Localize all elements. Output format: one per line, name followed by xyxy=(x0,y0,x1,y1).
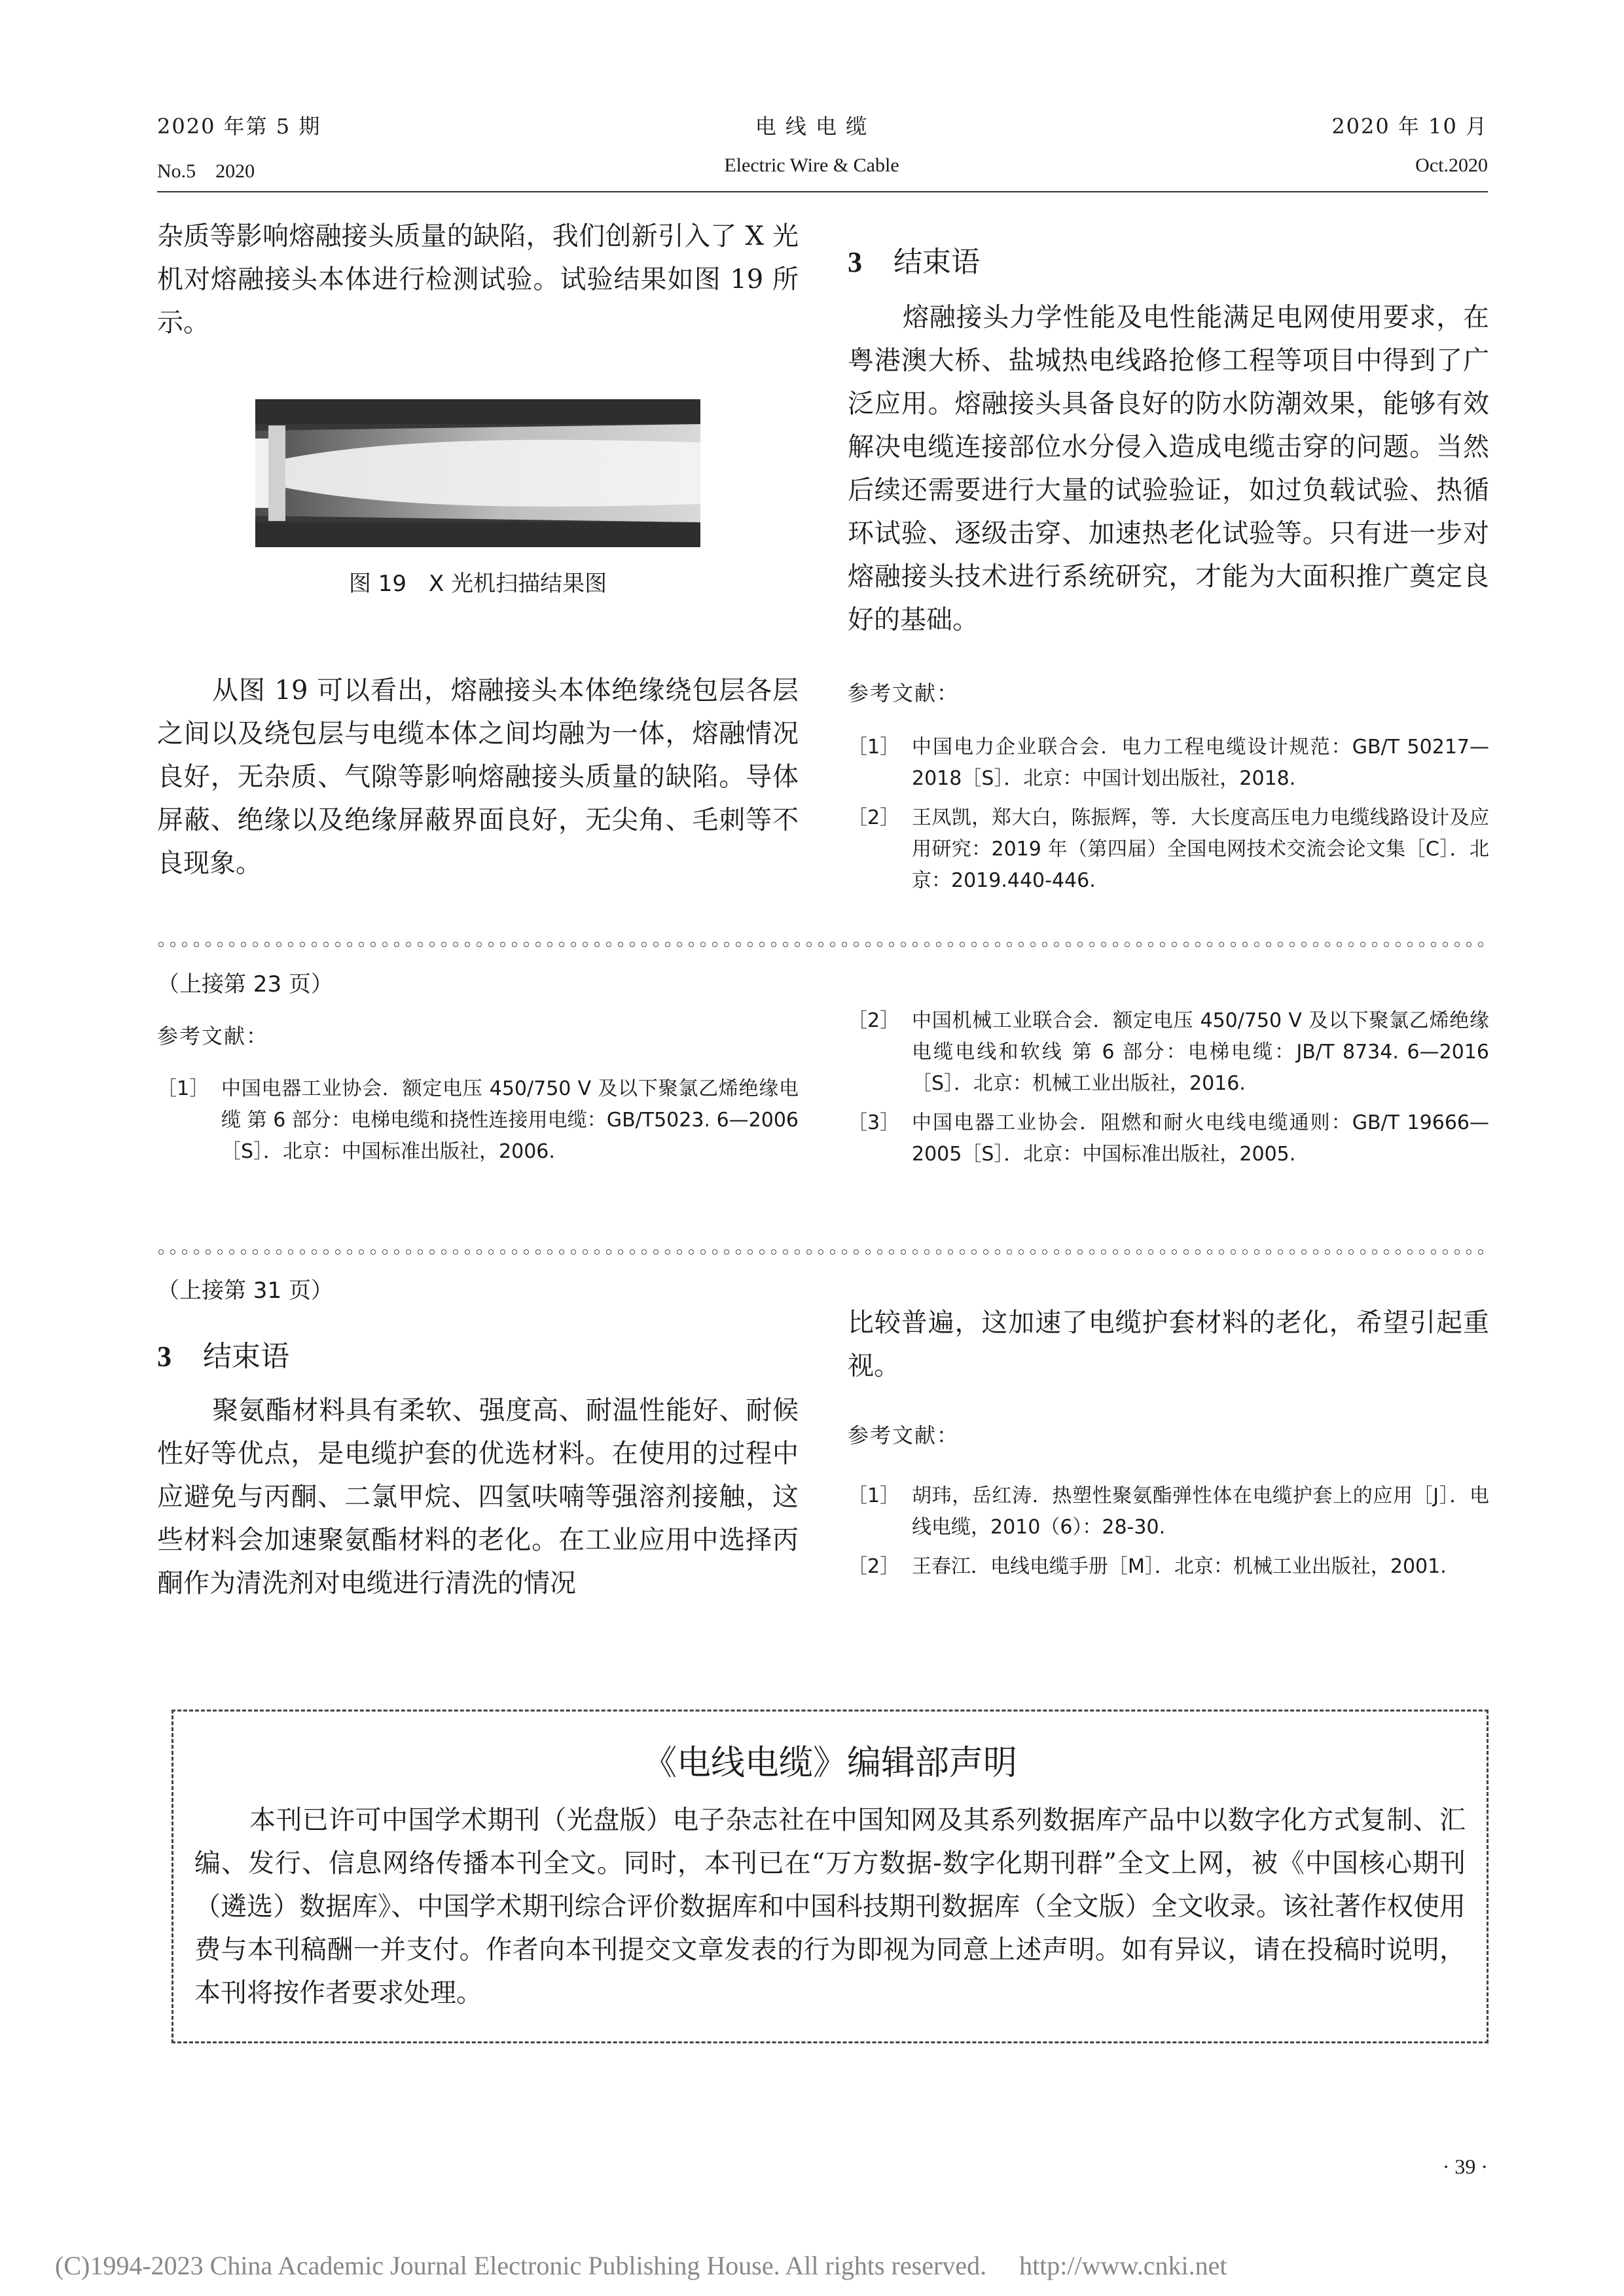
continued-label: （上接第 23 页） xyxy=(157,971,333,997)
left-paragraph-2: 从图 19 可以看出，熔融接头本体绝缘绕包层各层之间以及绕包层与电缆本体之间均融为一体，熔融情况良好，无杂质、气隙等影响熔融接头质量的缺陷。导体屏蔽、绝缘以及绝缘屏蔽界面良好，无尖角、毛刺等不良现象。 xyxy=(157,675,799,878)
section-number: 3 xyxy=(848,246,862,278)
section-divider xyxy=(157,1249,1488,1255)
issue-date-en: Oct.2020 xyxy=(1415,154,1488,176)
left-paragraph-3: 聚氨酯材料具有柔软、强度高、耐温性能好、耐候性好等优点，是电缆护套的优选材料。在使用的过程中应避免与丙酮、二氯甲烷、四氢呋喃等强溶剂接触，这些材料会加速聚氨酯材料的老化。在工业应用中选择丙酮作为清洗剂对电缆进行清洗的情况 xyxy=(157,1395,799,1598)
continued-label: （上接第 31 页） xyxy=(157,1278,333,1304)
section-title: 结束语 xyxy=(893,245,980,279)
references-list xyxy=(157,1073,799,1168)
references-title: 参考文献： xyxy=(848,681,960,706)
notice-title: 《电线电缆》编辑部声明 xyxy=(642,1744,1017,1783)
reference-item: ［2］ 王春江．电线电缆手册［M］．北京：机械工业出版社，2001. xyxy=(848,1555,1447,1578)
journal-title: 电 线 电 缆 xyxy=(755,114,869,139)
page-number: · 39 · xyxy=(1442,2155,1488,2178)
xray-scan-graphic xyxy=(255,399,700,547)
reference-item: ［2］ 王凤凯，郑大白，陈振辉，等．大长度高压电力电缆线路设计及应用研究：2019 年（第四届）全国电网技术交流会论文集［C］．北京：2019.440-446. xyxy=(848,806,1489,892)
issue-label-en: No.5 2020 xyxy=(157,160,255,182)
notice-text: 本刊已许可中国学术期刊（光盘版）电子杂志社在中国知网及其系列数据库产品中以数字化方式复制、汇编、发行、信息网络传播本刊全文。同时，本刊已在“万方数据-数字化期刊群”全文上网，被《中国核心期刊（遴选）数据库》、中国学术期刊综合评价数据库和中国科技期刊数据库（全文版）全文收录。该社著作权使用费与本刊稿酬一并支付。作者向本刊提交文章发表的行为即视为同意上述声明。如有异议，请在投稿时说明，本刊将按作者要求处理。 xyxy=(194,1805,1466,2008)
issue-date: 2020 年 10 月 xyxy=(1331,114,1488,139)
section-heading xyxy=(848,238,980,280)
reference-item: ［2］ 中国机械工业联合会．额定电压 450/750 V 及以下聚氯乙烯绝缘电缆电线和软线 第 6 部分：电梯电缆：JB/T 8734. 6—2016［S］．北京：机械工业出版社，2016. xyxy=(848,1009,1489,1095)
references-list xyxy=(848,1480,1489,1583)
issue-label: 2020 年第 5 期 xyxy=(157,114,321,139)
section-title: 结束语 xyxy=(203,1340,289,1373)
references-title: 参考文献： xyxy=(848,1423,960,1448)
figure-caption: 图 19 X 光机扫描结果图 xyxy=(348,571,607,597)
right-paragraph-1: 熔融接头力学性能及电性能满足电网使用要求，在粤港澳大桥、盐城热电线路抢修工程等项目中得到了广泛应用。熔融接头具备良好的防水防潮效果，能够有效解决电缆连接部位水分侵入造成电缆击穿的问题。当然后续还需要进行大量的试验验证，如过负载试验、热循环试验、逐级击穿、加速热老化试验等。只有进一步对熔融接头技术进行系统研究，才能为大面积推广奠定良好的基础。 xyxy=(848,302,1489,635)
reference-item: ［1］ 胡玮，岳红涛．热塑性聚氨酯弹性体在电缆护套上的应用［J］．电线电缆，2010（6）：28-30. xyxy=(848,1484,1489,1539)
references-title: 参考文献： xyxy=(157,1024,269,1049)
references-list xyxy=(848,732,1489,897)
reference-item: ［1］ 中国电器工业协会．额定电压 450/750 V 及以下聚氯乙烯绝缘电缆 第 6 部分：电梯电缆和挠性连接用电缆：GB/T5023. 6—2006［S］．北京：中国标准出版社，2006. xyxy=(157,1077,799,1163)
editorial-notice-box xyxy=(171,1710,1489,2043)
journal-title-en: Electric Wire & Cable xyxy=(724,154,899,176)
left-paragraph-1: 杂质等影响熔融接头质量的缺陷，我们创新引入了 X 光机对熔融接头本体进行检测试验。试验结果如图 19 所示。 xyxy=(157,221,799,338)
section-heading xyxy=(157,1333,289,1374)
reference-item: ［1］ 中国电力企业联合会．电力工程电缆设计规范：GB/T 50217—2018［S］．北京：中国计划出版社，2018. xyxy=(848,736,1489,790)
reference-item: ［3］ 中国电器工业协会．阻燃和耐火电线电缆通则：GB/T 19666—2005［S］．北京：中国标准出版社，2005. xyxy=(848,1111,1489,1166)
section-divider xyxy=(157,941,1488,948)
right-paragraph-2: 比较普遍，这加速了电缆护套材料的老化，希望引起重视。 xyxy=(848,1308,1489,1381)
references-list xyxy=(848,1005,1489,1170)
section-number: 3 xyxy=(157,1340,171,1372)
xray-scan-image xyxy=(255,399,700,547)
header-rule xyxy=(157,191,1488,192)
copyright-footer: (C)1994-2023 China Academic Journal Electronic Publishing House. All rights reserved. http://www.cnki.net xyxy=(55,2251,1227,2280)
